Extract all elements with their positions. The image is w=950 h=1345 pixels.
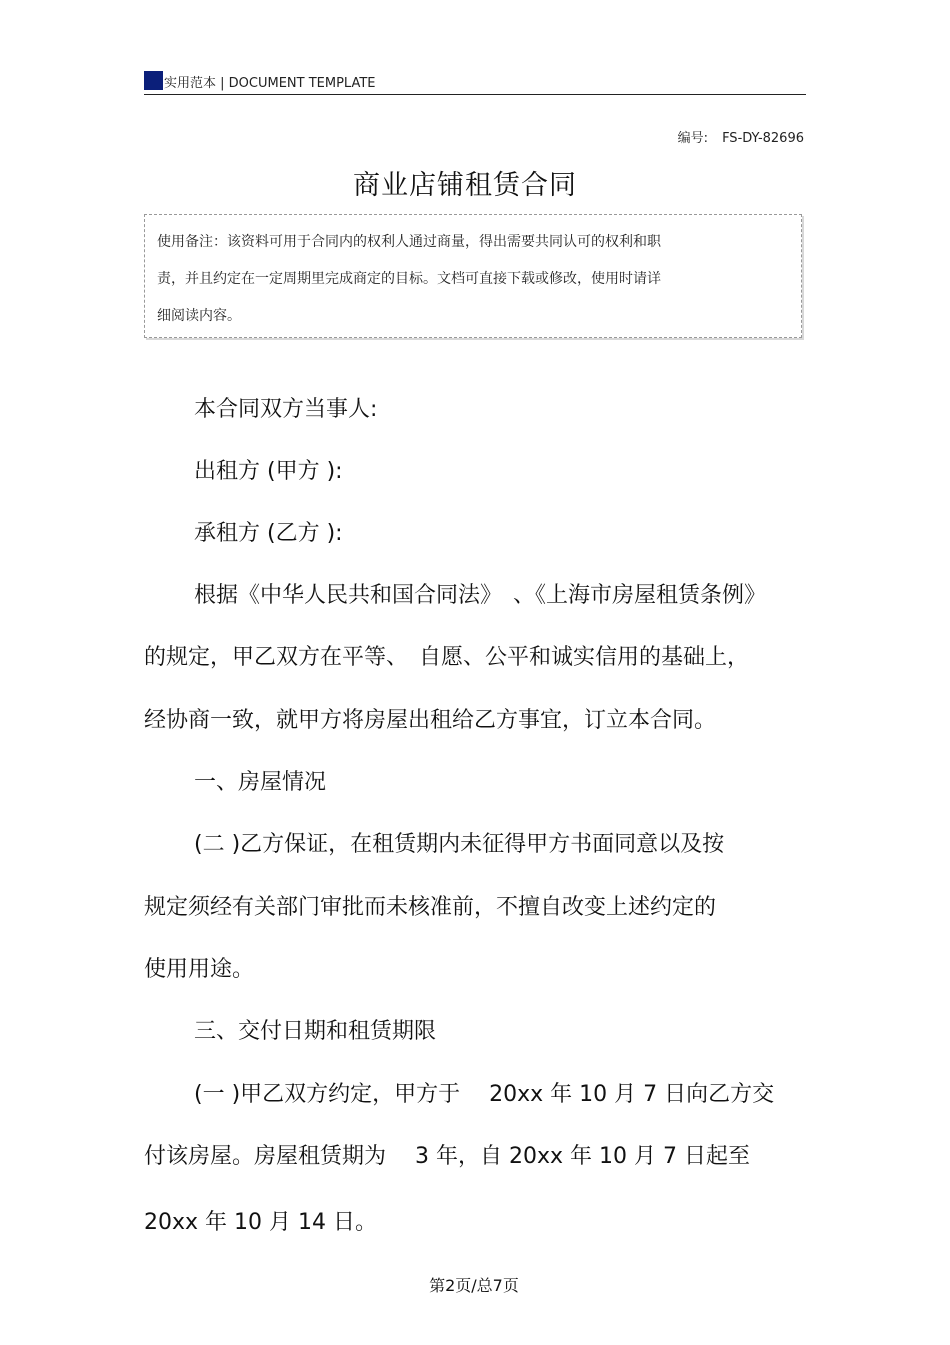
section-heading: 一、房屋情况 (194, 770, 327, 795)
body-line: 付该房屋。房屋租赁期为 3 年，自 20xx 年 10 月 7 日起至 (144, 1144, 750, 1169)
document-header (144, 68, 806, 95)
document-number (678, 127, 804, 146)
logo-square-icon (144, 71, 163, 90)
body-line: 出租方 (甲方 ): (194, 459, 343, 484)
page-title: 商业店铺租赁合同 (353, 170, 577, 201)
body-line: 的规定，甲乙双方在平等、 自愿、公平和诚实信用的基础上， (144, 645, 750, 670)
body-line: 使用用途。 (144, 957, 255, 982)
note-line: 使用备注：该资料可用于合同内的权利人通过商量，得出需要共同认可的权利和职 (157, 234, 661, 250)
body-line: 20xx 年 10 月 14 日。 (144, 1210, 377, 1235)
note-line: 责，并且约定在一定周期里完成商定的目标。文档可直接下载或修改，使用时请详 (157, 271, 661, 287)
body-line: 经协商一致，就甲方将房屋出租给乙方事宜，订立本合同。 (144, 708, 717, 733)
document-number-label: 编号: (677, 131, 709, 146)
body-line: 本合同双方当事人: (194, 397, 378, 422)
body-line: 规定须经有关部门审批而未核准前，不擅自改变上述约定的 (144, 895, 717, 920)
body-line: (一 )甲乙双方约定，甲方于 20xx 年 10 月 7 日向乙方交 (194, 1082, 775, 1107)
header-brand-text: 实用范本 | DOCUMENT TEMPLATE (164, 76, 376, 91)
usage-note-box (144, 214, 802, 338)
page-number: 第2页/总7页 (429, 1276, 519, 1295)
document-number-value: FS-DY-82696 (722, 131, 804, 146)
body-line: 承租方 (乙方 ): (194, 521, 343, 546)
body-line: (二 )乙方保证，在租赁期内未征得甲方书面同意以及按 (194, 832, 725, 857)
body-line: 根据《中华人民共和国合同法》 、《上海市房屋租赁条例》 (194, 583, 767, 608)
section-heading: 三、交付日期和租赁期限 (194, 1019, 437, 1044)
note-line: 细阅读内容。 (157, 308, 241, 324)
